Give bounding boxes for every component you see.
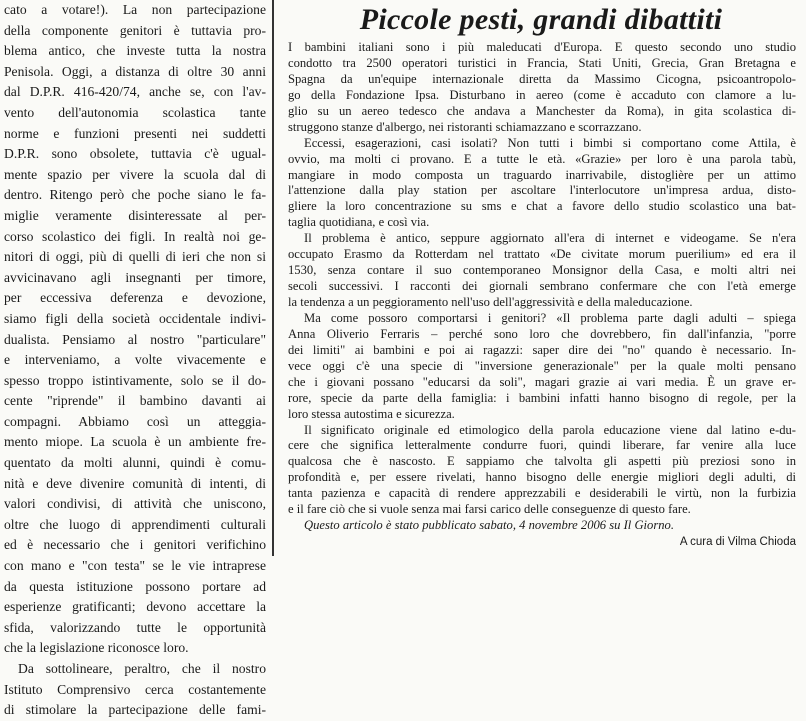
left-column — [4, 0, 266, 718]
text-line: norme e funzioni presenti nei suddetti — [4, 125, 266, 141]
text-line: che i giovani possano "educarsi da soli", magari grazie ai vari media. È un grave er- — [288, 374, 796, 389]
text-line: per eccessiva deferenza e devozione, — [4, 290, 266, 306]
text-line: mangiare in modo composta un traguardo inarrivabile, distoglière per un attimo — [288, 167, 796, 182]
text-line: Eccessi, esagerazioni, casi isolati? Non tutti i bimbi si comportano come Attila, è — [304, 135, 796, 150]
text-line: 1530, senza contare il suo contemporaneo Monsignor della Casa, e molti altri nei — [288, 263, 796, 278]
text-line: Istituto Comprensivo cerca costantemente — [4, 681, 266, 697]
text-line: condotto tra 2500 operatori turistici in Francia, Stati Uniti, Grecia, Gran Bretagna e — [288, 55, 796, 70]
text-line: D.P.R. sono obsolete, tuttavia c'è ugual- — [4, 146, 266, 162]
text-line: dualista. Pensiamo al nostro "particulare" — [4, 331, 266, 347]
text-line: miglie veramente disinteressate al per- — [4, 207, 266, 223]
text-line: della componente genitori è tuttavia pro- — [4, 22, 266, 38]
text-line: mente spazio per vivere la scuola dal di — [4, 166, 266, 182]
text-line: corso scolastico dei figli. In realtà noi ge- — [4, 228, 266, 244]
text-line: loro stessa autostima e sicurezza. — [288, 406, 455, 421]
article — [280, 0, 802, 556]
text-line: Penisola. Oggi, a distanza di oltre 30 anni — [4, 63, 266, 79]
text-line: struggono stanze d'albergo, nei ristoranti schiamazzano e scorrazzano. — [288, 119, 642, 134]
text-line: compagni. Abbiamo così un atteggia- — [4, 413, 266, 429]
text-line: taglia quotidiana, e così via. — [288, 215, 430, 230]
text-line: da questa istituzione possono portare ad — [4, 578, 266, 594]
column-divider — [272, 0, 274, 556]
text-line: Ma come possoro comportarsi i genitori? «Il problema parte dagli adulti – spiega — [304, 310, 796, 325]
text-line: vece oggi c'è una specie di "inversione generazionale" per la quale molti pensano — [288, 358, 796, 373]
text-line: la tendenza a un peggioramento nell'uso dell'aggressività e della maleducazione. — [288, 295, 693, 309]
text-line: tanta pazienza e capacità di rendere apprezzabili e desiderabili le virtù, non la furbizia — [288, 486, 796, 501]
text-line: glio su un aereo tedesco che andava a Manchester da Roma), in gita scolastica di- — [288, 103, 796, 118]
text-line: Spagna da un'equipe internazionale diretta da Massimo Cicogna, psicoantropolo- — [288, 71, 796, 86]
text-line: cente "riprende" il bambino davanti ai — [4, 393, 266, 409]
text-line: go della Fondazione Ipsa. Disturbano in aereo (come è accaduto con clamore a lu- — [288, 87, 796, 102]
text-line: avvicinavano agli insegnanti per timore, — [4, 269, 266, 285]
text-line: ed è necessario che i genitori verifichino — [4, 537, 266, 553]
text-line: dal D.P.R. 416-420/74, anche se, con l'av- — [4, 84, 266, 100]
text-line: secoli successivi. I racconti dei giornali sembrano confermare che con l'età emerge — [288, 279, 796, 294]
text-line: dentro. Ritengo però che poche siano le fa- — [4, 187, 266, 203]
text-line: l'attenzione dalla play station per ascoltare l'interlocutore un'impresa ardua, disto- — [288, 183, 796, 198]
article-byline: A cura di Vilma Chioda — [679, 536, 796, 549]
text-line: Il significato originale ed etimologico della parola educazione viene dal latino e-du- — [304, 422, 796, 437]
text-line: I bambini italiani sono i più maleducati d'Europa. E questo secondo uno studio — [288, 40, 796, 54]
text-line: oltre che luogo di apprendimenti culturali — [4, 516, 266, 532]
article-title: Piccole pesti, grandi dibattiti — [359, 3, 723, 36]
text-line: mento miope. La scuola è un ambiente fre- — [4, 434, 266, 450]
text-line: nitori di oggi, più di quelli di ieri che non si — [4, 249, 266, 265]
text-line: Anna Oliverio Ferraris – perché sono loro che dovrebbero, fin dall'infanzia, "porre — [288, 326, 796, 341]
text-line: cere che significa letteralmente condurre fuori, quindi liberare, far venire alla luce — [288, 438, 796, 453]
text-line: siamo figli della società occidentale indivi- — [4, 310, 266, 326]
text-line: qualcosa che è nascosto. E sappiamo che talvolta gli aspetti più preziosi sono in — [288, 454, 796, 469]
text-line: vento dell'autonomia scolastica tante — [4, 104, 266, 120]
text-line: quentato da molti alunni, quindi è comu- — [4, 455, 266, 471]
text-line: cato a votare!). La non partecipazione — [4, 2, 266, 17]
text-line: e il fare ciò che si vuole senza mai farsi carico delle conseguenze di questo fare. — [288, 502, 691, 517]
text-line: sfida, valorizzando tutte le opportunità — [4, 619, 266, 635]
text-line: che la legislazione riconosce loro. — [4, 640, 189, 656]
text-line: ovvio, ma molti ci provano. E a tutte le età. «Grazie» per loro è una parola tabù, — [288, 151, 796, 166]
text-line: nità e deve divenire comunità di intenti, di — [4, 475, 266, 491]
text-line: Il problema è antico, seppure aggiornato all'era di internet e videogame. Se n'era — [304, 231, 796, 246]
text-line: blema antico, che investe tutta la nostra — [4, 43, 266, 59]
article-body — [280, 40, 802, 534]
text-line: e interveniamo, a volte vivacemente e — [4, 352, 266, 368]
text-line: dei limiti" ai bambini e poi ai ragazzi: saper dire dei "no" quando è necessario. In- — [288, 342, 796, 357]
text-line: gliere la loro concentrazione su sms e chat a favore dello studio scolastico una bat- — [288, 199, 796, 214]
text-line: spesso troppo istintivamente, solo se il do- — [4, 372, 266, 388]
text-line: esperienze gratificanti; devono accettare la — [4, 599, 266, 615]
text-line: valori condivisi, di attività che uniscono, — [4, 496, 266, 512]
text-line: Da sottolineare, peraltro, che il nostro — [18, 661, 266, 676]
text-line: rore, specie da parte della famiglia: i bambini infatti hanno bisogno di regole, per la — [288, 390, 796, 405]
text-line: di stimolare la partecipazione delle fami- — [4, 702, 266, 718]
text-line: Questo articolo è stato pubblicato sabato, 4 novembre 2006 su Il Giorno. — [304, 518, 674, 533]
text-line: occupato Erasmo da Rotterdam nel trattato «De civitate morum puerilium» ed era il — [288, 247, 796, 262]
text-line: profondità e, per essere rivelati, hanno bisogno delle energie migliori degli adulti, di — [288, 470, 796, 485]
text-line: con mano e "con testa" se le vie intraprese — [4, 558, 266, 574]
